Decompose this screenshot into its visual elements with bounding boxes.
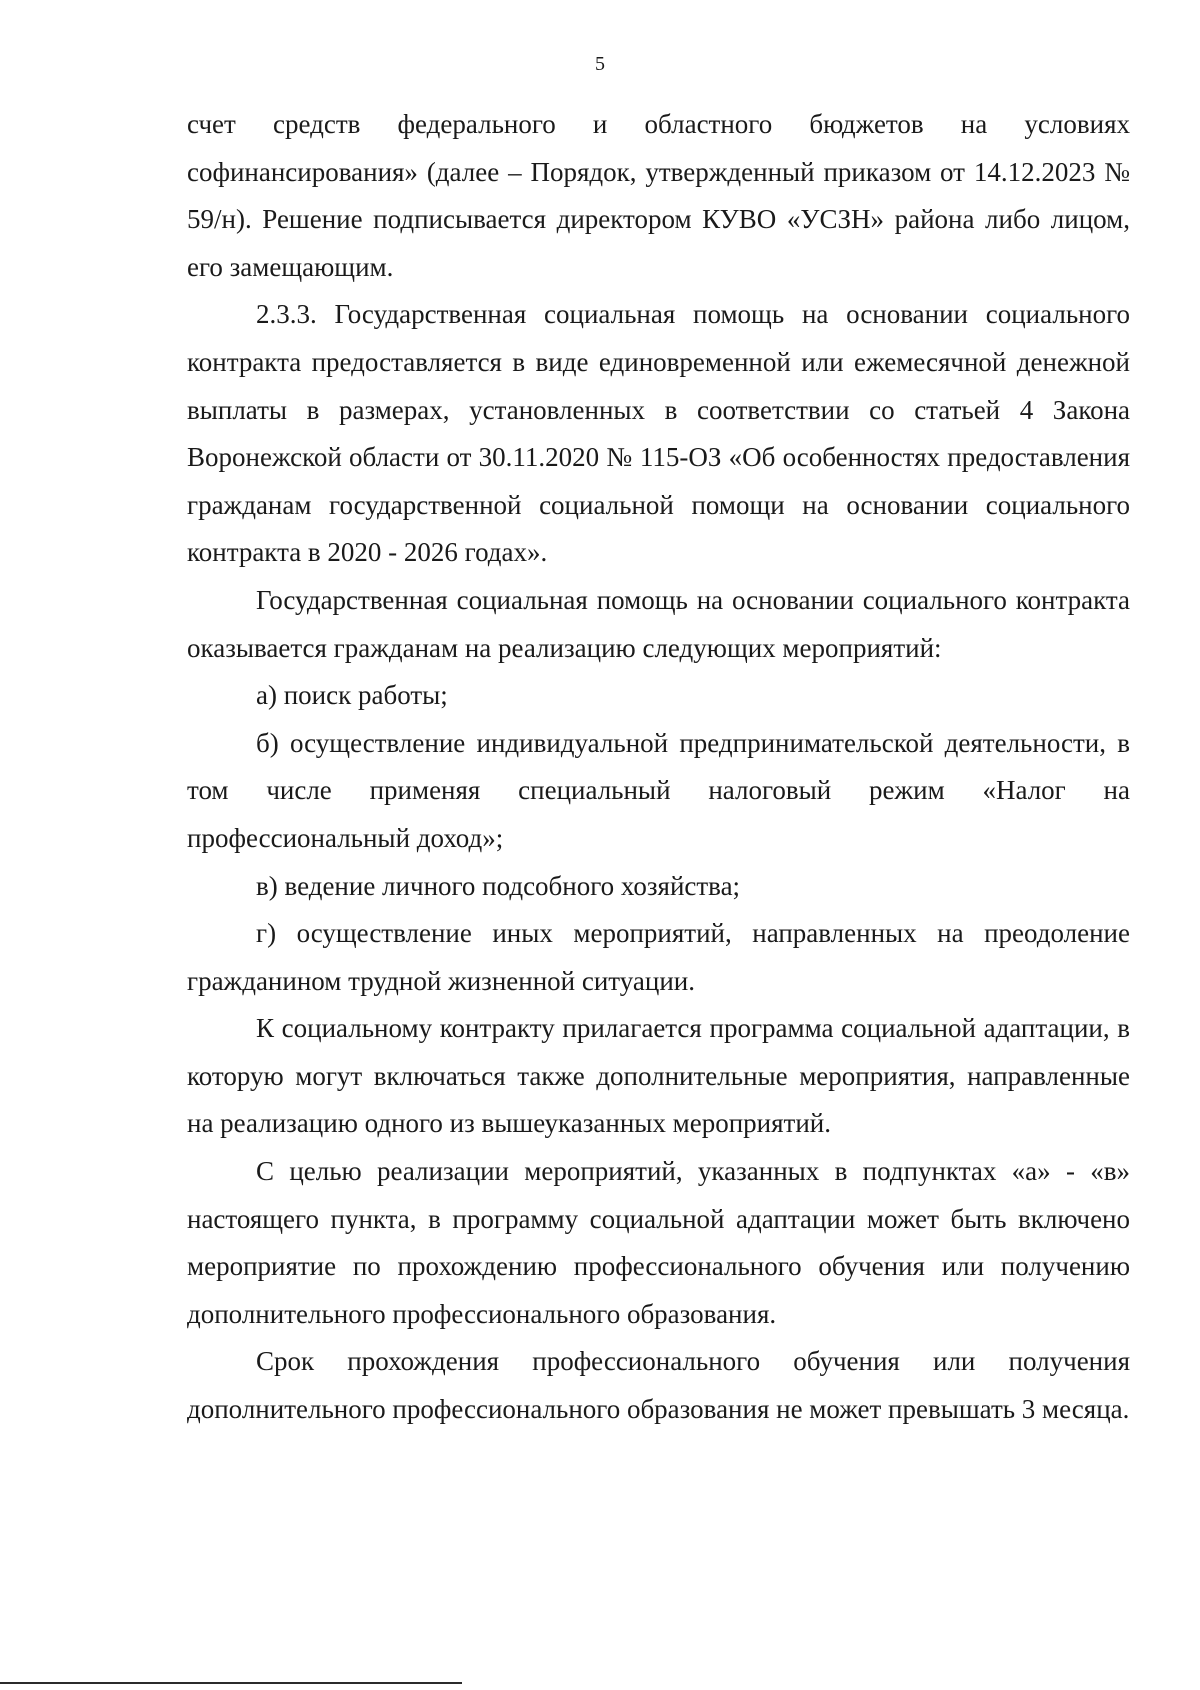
bottom-divider — [0, 1682, 462, 1684]
paragraph-training: С целью реализации мероприятий, указанных в подпунктах «а» - «в» настоящего пункта, в программу социальной адаптации может быть включено мероприятие по прохождению профессионального обучения или получению дополнительного профессионального образования. — [187, 1156, 1130, 1329]
list-item-a: а) поиск работы; — [256, 680, 448, 711]
document-body — [187, 101, 1130, 1434]
paragraph-continuation: счет средств федерального и областного бюджетов на условиях софинансирования» (далее – Порядок, утвержденный приказом от 14.12.2023 № 59/н). Решение подписывается директором КУВО «УСЗН» района либо лицом, его замещающим. — [187, 109, 1130, 282]
page-number: 5 — [595, 53, 605, 75]
paragraph-adaptation-program: К социальному контракту прилагается программа социальной адаптации, в которую могут включаться также дополнительные мероприятия, направленные на реализацию одного из вышеуказанных мероприятий. — [187, 1013, 1130, 1139]
list-item-g: г) осуществление иных мероприятий, направленных на преодоление гражданином трудной жизненной ситуации. — [187, 918, 1130, 996]
paragraph-2-3-3: 2.3.3. Государственная социальная помощь на основании социального контракта предоставляется в виде единовременной или ежемесячной денежной выплаты в размерах, установленных в соответствии со статьей 4 Закона Воронежской области от 30.11.2020 № 115-ОЗ «Об особенностях предоставления гражданам государственной социальной помощи на основании социального контракта в 2020 - 2026 годах». — [187, 299, 1130, 568]
list-item-v: в) ведение личного подсобного хозяйства; — [256, 870, 741, 901]
paragraph-training-term: Срок прохождения профессионального обучения или получения дополнительного профессионального образования не может превышать 3 месяца. — [187, 1346, 1130, 1425]
paragraph-measures-intro: Государственная социальная помощь на основании социального контракта оказывается гражданам на реализацию следующих мероприятий: — [187, 584, 1130, 663]
list-item-b: б) осуществление индивидуальной предпринимательской деятельности, в том числе применяя специальный налоговый режим «Налог на профессиональный доход»; — [187, 727, 1130, 853]
